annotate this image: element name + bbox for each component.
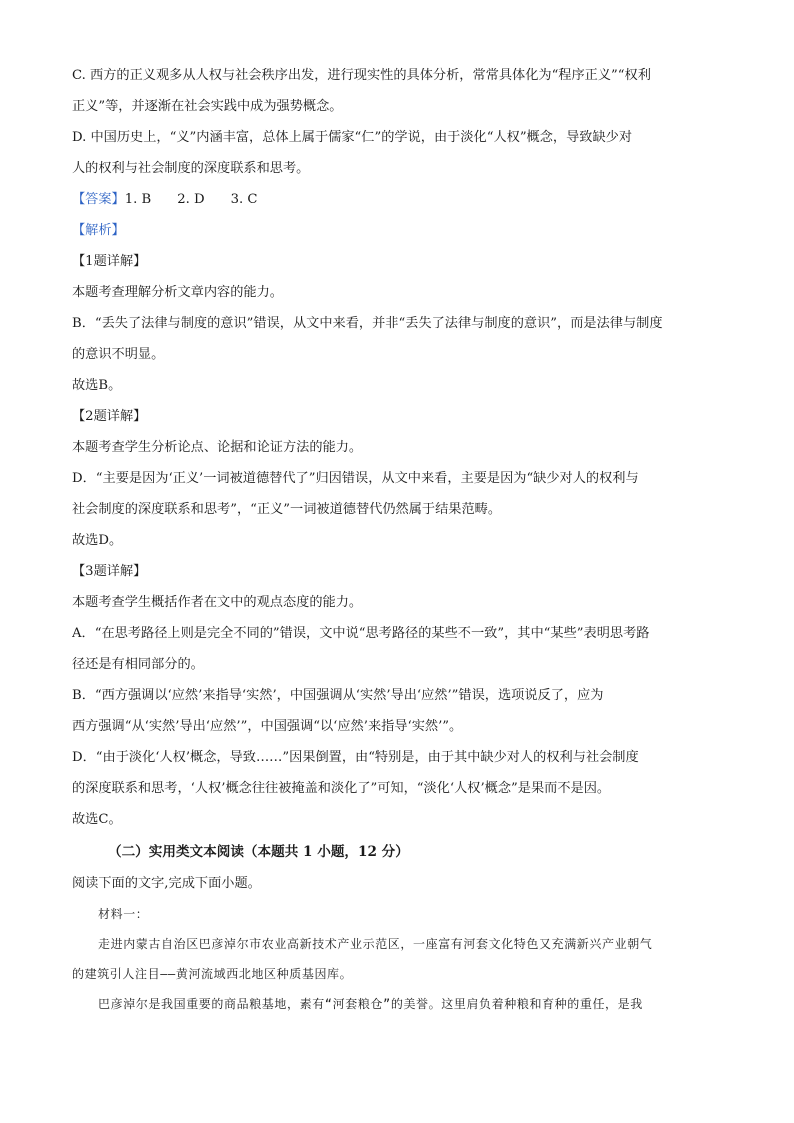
option-c-line-1: C. 西方的正义观多从人权与社会秩序出发，进行现实性的具体分析，常常具体化为“程序正义”“权利 bbox=[72, 68, 651, 83]
q1-heading: 【1题详解】 bbox=[72, 254, 147, 269]
analysis-tag: 【解析】 bbox=[72, 223, 125, 238]
option-d-line-1: D. 中国历史上，“义”内涵丰富，总体上属于儒家“仁”的学说，由于淡化“人权”概念，导致缺少对 bbox=[72, 130, 633, 145]
q3-line-3: 径还是有相同部分的。 bbox=[72, 657, 204, 672]
document-body bbox=[72, 60, 724, 1019]
answer-item-1: 1. B bbox=[124, 192, 152, 207]
q3-line-4: B．“西方强调以‘应然’来指导‘实然’，中国强调从‘实然’导出‘应然’”错误，选项说反了，应为 bbox=[72, 688, 604, 703]
q3-line-1: 本题考查学生概括作者在文中的观点态度的能力。 bbox=[72, 595, 363, 610]
q2-line-1: 本题考查学生分析论点、论据和论证方法的能力。 bbox=[72, 440, 363, 455]
q2-line-2: D．“主要是因为‘正义’一词被道德替代了”归因错误，从文中来看，主要是因为“缺少对人的权利与 bbox=[72, 471, 639, 486]
q3-line-8: 故选C。 bbox=[72, 812, 122, 827]
answer-item-2: 2. D bbox=[177, 192, 205, 207]
q2-line-4: 故选D。 bbox=[72, 533, 123, 548]
answer-tag: 【答案】 bbox=[72, 192, 125, 207]
q1-line-2: B．“丢失了法律与制度的意识”错误，从文中来看，并非“丢失了法律与制度的意识”，而是法律与制度 bbox=[72, 316, 663, 331]
material-1-line-2: 的建筑引人注目——黄河流域西北地区种质基因库。 bbox=[72, 967, 353, 981]
q3-line-6: D．“由于淡化‘人权’概念，导致……”因果倒置，由“特别是，由于其中缺少对人的权利与社会制度 bbox=[72, 750, 639, 765]
q1-line-4: 故选B。 bbox=[72, 378, 122, 393]
material-1-line-1: 走进内蒙古自治区巴彦淖尔市农业高新技术产业示范区，一座富有河套文化特色又充满新兴产业朝气 bbox=[98, 937, 653, 951]
q2-line-3: 社会制度的深度联系和思考”，“正义”一词被道德替代仍然属于结果范畴。 bbox=[72, 502, 502, 517]
option-c-line-2: 正义”等，并逐渐在社会实践中成为强势概念。 bbox=[72, 99, 343, 114]
option-d-line-2: 人的权利与社会制度的深度联系和思考。 bbox=[72, 161, 310, 176]
q3-line-7: 的深度联系和思考，‘人权’概念往往被掩盖和淡化了”可知，“淡化‘人权’概念”是果而不是因。 bbox=[72, 781, 611, 796]
q3-line-5: 西方强调“从‘实然’导出‘应然’”，中国强调“以‘应然’来指导‘实然’”。 bbox=[72, 719, 463, 734]
material-1-line-3: 巴彦淖尔是我国重要的商品粮基地，素有“河套粮仓”的美誉。这里肩负着种粮和育种的重任，是我 bbox=[98, 997, 643, 1011]
analysis-heading bbox=[72, 215, 724, 246]
section-2-title: （二）实用类文本阅读（本题共 1 小题，12 分） bbox=[108, 844, 409, 860]
material-1-label: 材料一： bbox=[98, 907, 149, 921]
q3-heading: 【3题详解】 bbox=[72, 564, 147, 579]
answer-item-3: 3. C bbox=[230, 192, 258, 207]
answer-line bbox=[72, 184, 724, 215]
q2-heading: 【2题详解】 bbox=[72, 409, 147, 424]
section-2-instruction: 阅读下面的文字,完成下面小题。 bbox=[72, 876, 261, 891]
q1-line-1: 本题考查理解分析文章内容的能力。 bbox=[72, 285, 283, 300]
q1-line-3: 的意识不明显。 bbox=[72, 347, 165, 362]
q3-line-2: A．“在思考路径上则是完全不同的”错误，文中说“思考路径的某些不一致”，其中“某些”表明思考路 bbox=[72, 626, 650, 641]
